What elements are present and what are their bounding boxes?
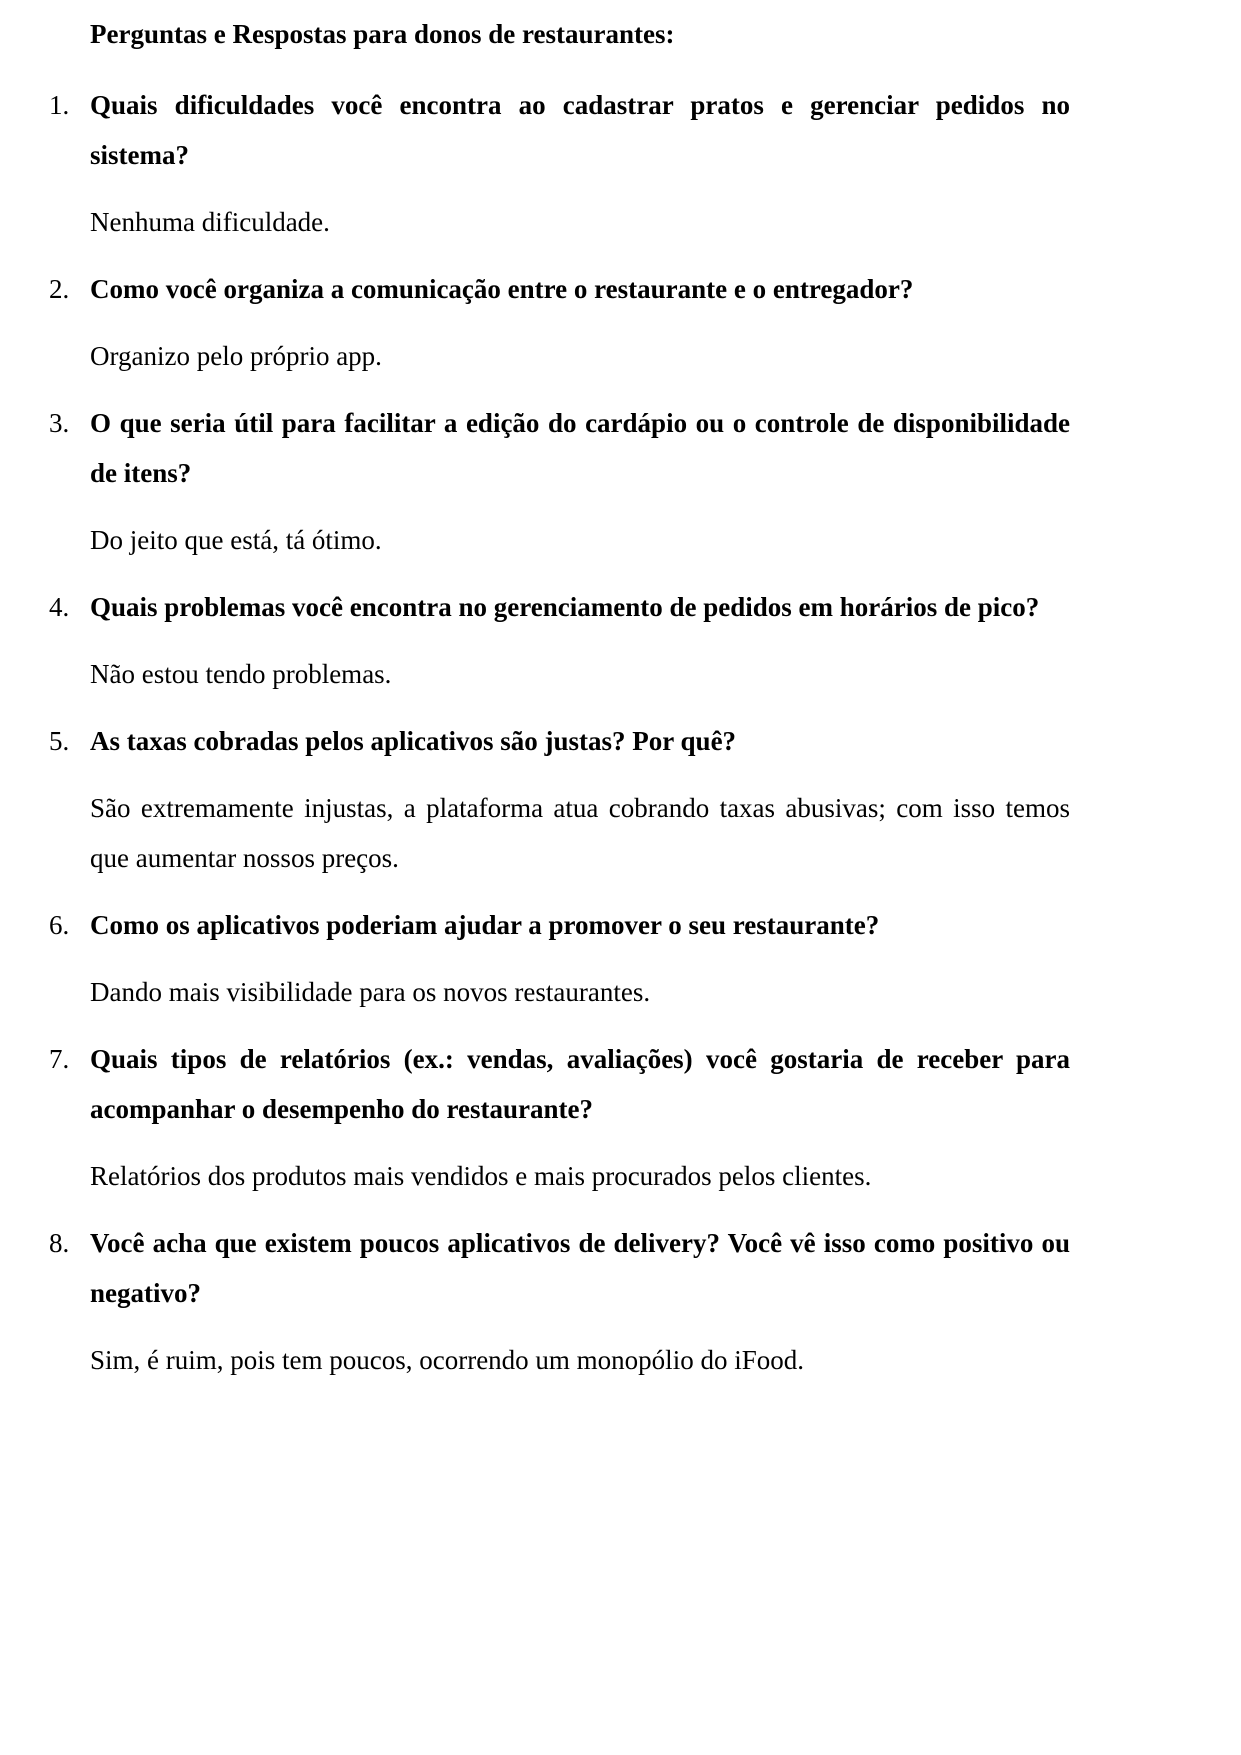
question-number: 8. bbox=[49, 1228, 70, 1258]
question-text: Quais dificuldades você encontra ao cadastrar pratos e gerenciar pedidos no sistema? bbox=[90, 90, 1070, 170]
question-text: O que seria útil para facilitar a edição do cardápio ou o controle de disponibilidade de itens? bbox=[90, 408, 1070, 488]
question-number: 3. bbox=[49, 408, 70, 438]
answer-text: Do jeito que está, tá ótimo. bbox=[90, 525, 382, 555]
answer-text: Dando mais visibilidade para os novos restaurantes. bbox=[90, 977, 651, 1007]
qa-item-3 bbox=[0, 398, 1241, 565]
question-text: Como você organiza a comunicação entre o restaurante e o entregador? bbox=[90, 274, 914, 304]
question-number: 1. bbox=[49, 90, 70, 120]
question-number: 6. bbox=[49, 910, 70, 940]
question-text: As taxas cobradas pelos aplicativos são justas? Por quê? bbox=[90, 726, 737, 756]
question-number: 7. bbox=[49, 1044, 70, 1074]
answer-text: Sim, é ruim, pois tem poucos, ocorrendo um monopólio do iFood. bbox=[90, 1345, 804, 1375]
qa-item-2 bbox=[0, 264, 1241, 381]
qa-item-4 bbox=[0, 582, 1241, 699]
qa-item-1 bbox=[0, 80, 1241, 247]
answer-text: Nenhuma dificuldade. bbox=[90, 207, 330, 237]
question-text: Quais problemas você encontra no gerenciamento de pedidos em horários de pico? bbox=[90, 592, 1040, 622]
question-text: Quais tipos de relatórios (ex.: vendas, avaliações) você gostaria de receber para acompanhar o desempenho do restaurante? bbox=[90, 1044, 1070, 1124]
qa-item-7 bbox=[0, 1034, 1241, 1201]
question-number: 5. bbox=[49, 726, 70, 756]
answer-text: Organizo pelo próprio app. bbox=[90, 341, 382, 371]
answer-text: São extremamente injustas, a plataforma atua cobrando taxas abusivas; com isso temos que aumentar nossos preços. bbox=[90, 793, 1070, 873]
question-text: Como os aplicativos poderiam ajudar a promover o seu restaurante? bbox=[90, 910, 880, 940]
document-heading: Perguntas e Respostas para donos de restaurantes: bbox=[90, 19, 675, 49]
answer-text: Não estou tendo problemas. bbox=[90, 659, 392, 689]
qa-item-6 bbox=[0, 900, 1241, 1017]
qa-list bbox=[0, 80, 1241, 1402]
answer-text: Relatórios dos produtos mais vendidos e mais procurados pelos clientes. bbox=[90, 1161, 872, 1191]
qa-item-8 bbox=[0, 1218, 1241, 1385]
qa-item-5 bbox=[0, 716, 1241, 883]
question-number: 4. bbox=[49, 592, 70, 622]
question-number: 2. bbox=[49, 274, 70, 304]
question-text: Você acha que existem poucos aplicativos de delivery? Você vê isso como positivo ou negativo? bbox=[90, 1228, 1070, 1308]
